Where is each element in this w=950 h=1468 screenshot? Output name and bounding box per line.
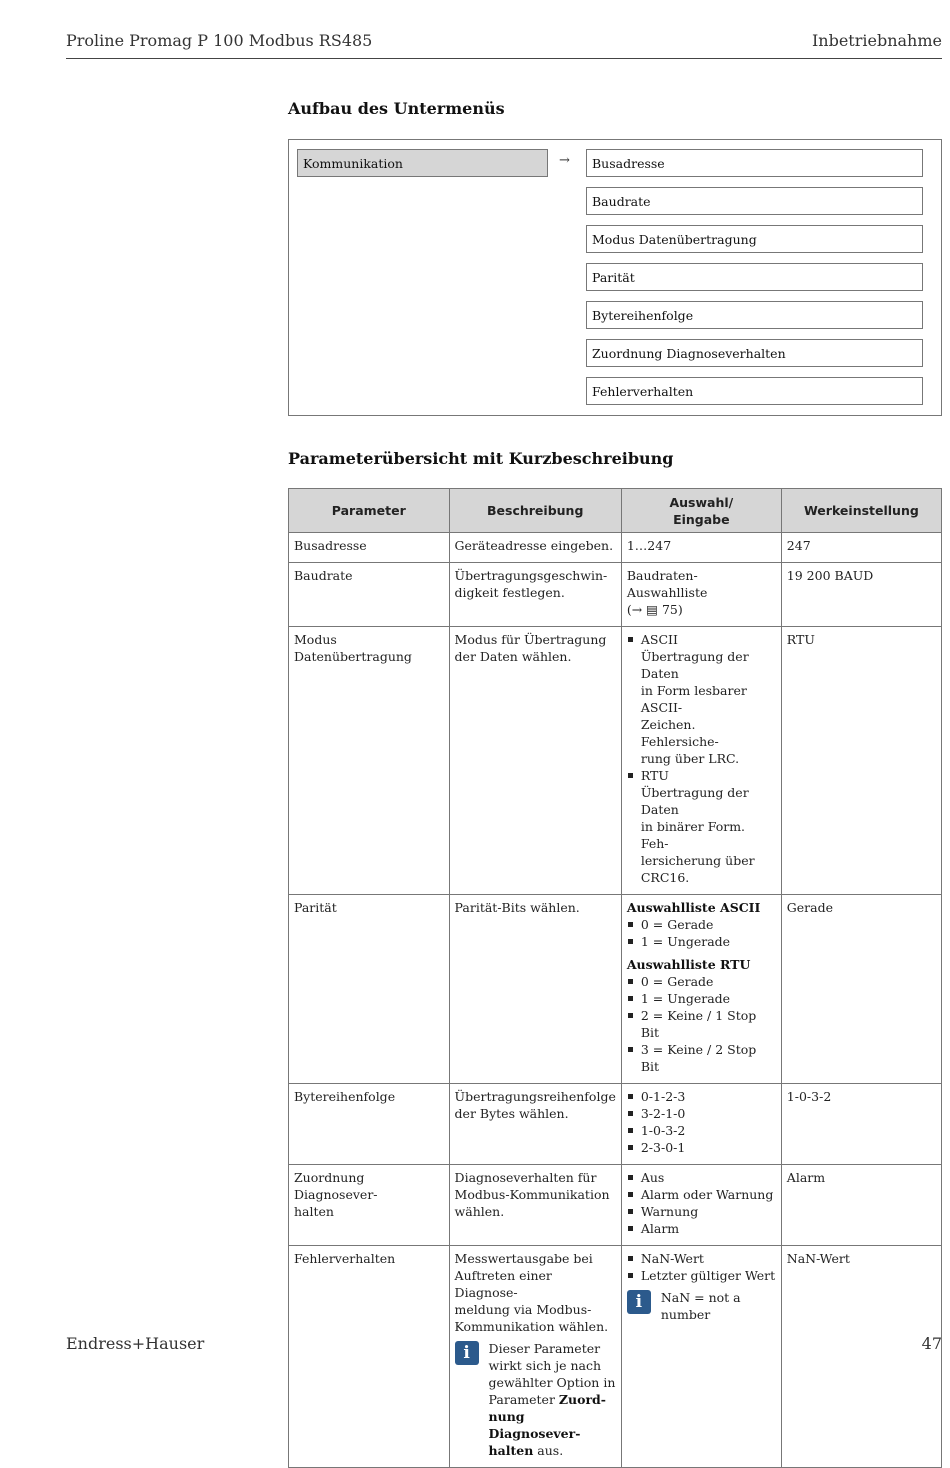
menu-section-title: Aufbau des Untermenüs — [288, 99, 505, 118]
option-list — [627, 916, 776, 950]
option-list — [627, 631, 776, 886]
param-default: RTU — [781, 627, 941, 895]
list-item: NaN-Wert — [627, 1250, 776, 1267]
param-description — [449, 1246, 621, 1468]
info-note-text: NaN = not a number — [660, 1290, 741, 1322]
page-reference-link[interactable]: (→ ▤ 75) — [626, 602, 683, 617]
option-list — [627, 1169, 776, 1237]
col-header-auswahl-l1: Auswahl/ — [669, 494, 734, 510]
info-note-text — [489, 1340, 616, 1459]
table-row — [289, 1246, 942, 1468]
list-item: 3-2-1-0 — [627, 1105, 776, 1122]
note-text-fragment: Parameter — [488, 1392, 555, 1407]
note-line — [489, 1391, 616, 1408]
note-bold-fragment: Zuord- — [558, 1392, 606, 1407]
param-description — [449, 627, 621, 895]
param-name: Bytereihenfolge — [289, 1084, 450, 1165]
option-list — [627, 1088, 776, 1156]
list-item — [627, 631, 776, 767]
param-selection — [621, 1246, 781, 1468]
menu-root-kommunikation: Kommunikation — [297, 149, 548, 177]
note-bold-fragment: nung Diagnosever- — [488, 1409, 581, 1441]
description-line: Auftreten einer Diagnose- — [454, 1268, 552, 1300]
list-item: 1-0-3-2 — [627, 1122, 776, 1139]
param-name: Parität — [289, 895, 450, 1084]
list-item: 2 = Keine / 1 Stop Bit — [627, 1007, 776, 1041]
list-item: Warnung — [627, 1203, 776, 1220]
option-desc: CRC16. — [640, 870, 690, 885]
note-bold-fragment: halten — [488, 1443, 534, 1458]
col-header-parameter: Parameter — [289, 489, 450, 533]
option-desc: Übertragung der Daten — [640, 649, 749, 681]
option-label: RTU — [640, 768, 669, 783]
col-header-auswahl-l2: Eingabe — [673, 511, 730, 527]
note-line: Dieser Parameter — [488, 1341, 601, 1356]
table-row — [289, 627, 942, 895]
info-note — [455, 1340, 616, 1459]
option-desc: rung über LRC. — [640, 751, 740, 766]
note-line: wirkt sich je nach — [488, 1358, 602, 1373]
param-name: Busadresse — [289, 533, 450, 563]
menu-item-fehlerverhalten: Fehlerverhalten — [586, 377, 923, 405]
list-item: 0 = Gerade — [627, 973, 776, 990]
option-desc: in binärer Form. Feh- — [640, 819, 746, 851]
param-default: NaN-Wert — [781, 1246, 941, 1468]
option-label: ASCII — [640, 632, 678, 647]
description-line: der Bytes wählen. — [454, 1106, 569, 1121]
description-line: Messwertausgabe bei — [454, 1251, 593, 1266]
menu-item-zuordnung: Zuordnung Diagnoseverhalten — [586, 339, 923, 367]
header-rule — [66, 58, 942, 59]
option-desc: lersicherung über — [640, 853, 755, 868]
selection-line: Baudraten-Auswahlliste — [626, 568, 708, 600]
option-group-title: Auswahlliste RTU — [626, 957, 751, 972]
info-icon: i — [455, 1341, 479, 1365]
param-description — [449, 1084, 621, 1165]
table-row — [289, 1165, 942, 1246]
description-line: Modus für Übertragung — [454, 632, 607, 647]
list-item — [627, 767, 776, 886]
list-item: Alarm oder Warnung — [627, 1186, 776, 1203]
col-header-beschreibung: Beschreibung — [449, 489, 621, 533]
list-item: Aus — [627, 1169, 776, 1186]
param-selection — [621, 895, 781, 1084]
page-number: 47 — [921, 1334, 942, 1353]
note-text-fragment: aus. — [537, 1443, 564, 1458]
param-name: Baudrate — [289, 563, 450, 627]
param-default: 19 200 BAUD — [781, 563, 941, 627]
menu-item-modus: Modus Datenübertragung — [586, 225, 923, 253]
note-line: gewählter Option in — [488, 1375, 616, 1390]
list-item: 2-3-0-1 — [627, 1139, 776, 1156]
param-default: 1-0-3-2 — [781, 1084, 941, 1165]
description-line: meldung via Modbus- — [454, 1302, 592, 1317]
arrow-right-icon: → — [559, 153, 570, 168]
list-item: 1 = Ungerade — [627, 990, 776, 1007]
option-list — [627, 1250, 776, 1284]
menu-item-bytereihenfolge: Bytereihenfolge — [586, 301, 923, 329]
description-line: wählen. — [454, 1204, 505, 1219]
list-item: 0 = Gerade — [627, 916, 776, 933]
col-header-auswahl — [621, 489, 781, 533]
param-name — [289, 1165, 450, 1246]
description-line: der Daten wählen. — [454, 649, 572, 664]
param-default: Alarm — [781, 1165, 941, 1246]
table-row — [289, 563, 942, 627]
table-row — [289, 895, 942, 1084]
description-line: Übertragungsreihenfolge — [454, 1089, 616, 1104]
param-selection — [621, 1165, 781, 1246]
info-note — [627, 1289, 776, 1323]
parameter-table — [288, 488, 942, 1468]
submenu-diagram — [288, 139, 942, 416]
running-header-section: Inbetriebnahme — [811, 31, 942, 50]
footer-brand: Endress+Hauser — [66, 1334, 205, 1353]
table-row — [289, 533, 942, 563]
param-name: Fehlerverhalten — [289, 1246, 450, 1468]
menu-item-baudrate: Baudrate — [586, 187, 923, 215]
description-line: digkeit festlegen. — [454, 585, 565, 600]
description-line: Kommunikation wählen. — [454, 1319, 609, 1334]
param-name: Modus Datenübertragung — [289, 627, 450, 895]
param-description — [449, 1165, 621, 1246]
description-line: Modbus-Kommunikation — [454, 1187, 610, 1202]
running-header-title: Proline Promag P 100 Modbus RS485 — [66, 31, 373, 50]
param-name-line: halten — [294, 1204, 334, 1219]
list-item: Alarm — [627, 1220, 776, 1237]
list-item: 1 = Ungerade — [627, 933, 776, 950]
note-line — [489, 1442, 616, 1459]
info-icon: i — [627, 1290, 651, 1314]
menu-item-paritaet: Parität — [586, 263, 923, 291]
option-group-title: Auswahlliste ASCII — [626, 900, 761, 915]
param-description: Geräteadresse eingeben. — [449, 533, 621, 563]
list-item: Letzter gültiger Wert — [627, 1267, 776, 1284]
param-description — [449, 563, 621, 627]
description-line: Diagnoseverhalten für — [454, 1170, 597, 1185]
param-default: Gerade — [781, 895, 941, 1084]
option-list — [627, 973, 776, 1075]
param-description: Parität-Bits wählen. — [449, 895, 621, 1084]
param-default: 247 — [781, 533, 941, 563]
description-line: Übertragungsgeschwin- — [454, 568, 608, 583]
param-name-line: Zuordnung Diagnosever- — [294, 1170, 378, 1202]
list-item: 0-1-2-3 — [627, 1088, 776, 1105]
param-selection — [621, 627, 781, 895]
table-row — [289, 1084, 942, 1165]
option-desc: Übertragung der Daten — [640, 785, 749, 817]
param-selection — [621, 563, 781, 627]
option-desc: Zeichen. Fehlersiche- — [640, 717, 719, 749]
col-header-werkeinstellung: Werkeinstellung — [781, 489, 941, 533]
param-selection: 1…247 — [621, 533, 781, 563]
menu-item-busadresse: Busadresse — [586, 149, 923, 177]
param-selection — [621, 1084, 781, 1165]
option-desc: in Form lesbarer ASCII- — [640, 683, 747, 715]
table-header-row — [289, 489, 942, 533]
list-item: 3 = Keine / 2 Stop Bit — [627, 1041, 776, 1075]
param-section-title: Parameterübersicht mit Kurzbeschreibung — [288, 449, 674, 468]
